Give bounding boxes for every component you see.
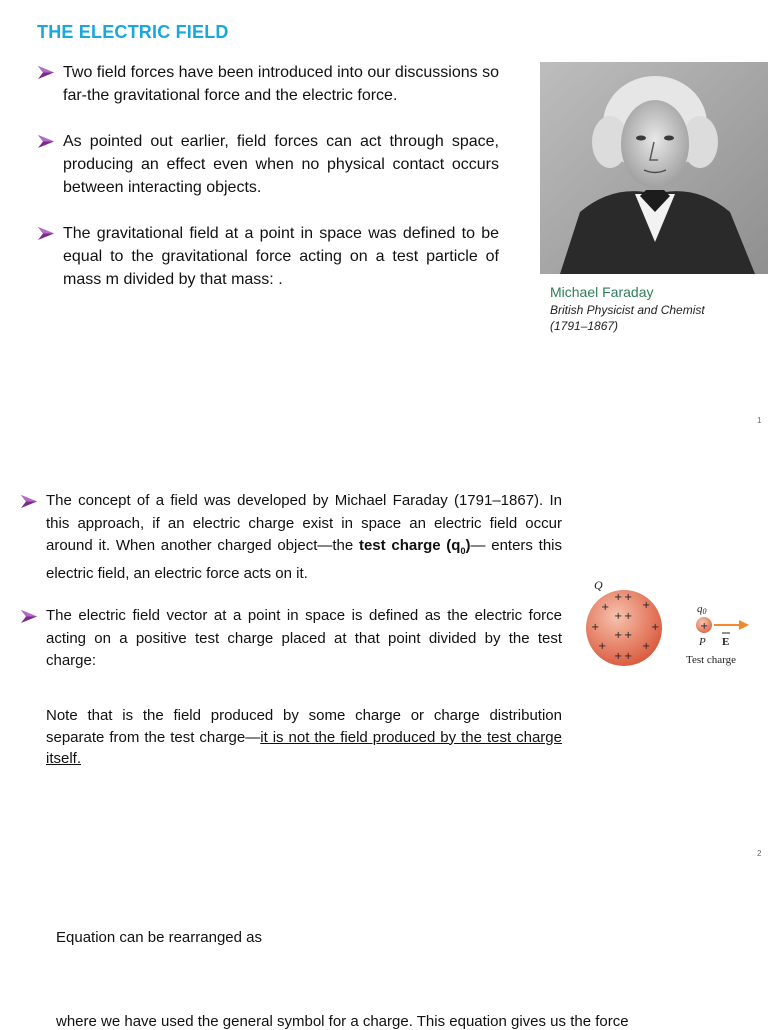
test-charge-caption: Test charge <box>686 654 737 666</box>
field-vector-label: E <box>722 636 730 648</box>
plus-sign: + <box>624 651 633 662</box>
arrow-bullet-icon <box>20 609 38 624</box>
slide2-bullet-text: The electric field vector at a point in space is defined as the electric force acting on a positive test charge placed at that point divided by the test charge: <box>46 607 562 669</box>
plus-sign: + <box>614 651 623 662</box>
arrow-bullet-icon <box>37 65 55 80</box>
plus-sign: + <box>614 611 623 622</box>
test-charge-sub: 0 <box>702 607 707 616</box>
page-number: 2 <box>757 849 762 858</box>
plus-sign: + <box>642 600 651 611</box>
slide1-bullet <box>37 222 499 291</box>
plus-sign: + <box>598 641 607 652</box>
page-number: 1 <box>757 416 762 425</box>
caption-role: British Physicist and Chemist <box>550 303 705 317</box>
arrow-bullet-icon <box>37 134 55 149</box>
bullet-text-part: The concept of a field was developed by Michael Faraday (1791–1867). In this approach, if an electric charge exist in space an electric field occur around it. When another charged object—the <box>46 492 562 554</box>
note-text: Note that is the field produced by some charge or charge distribution separate from the test charge— <box>46 707 562 746</box>
plus-sign: + <box>614 592 623 603</box>
caption-years: (1791–1867) <box>550 319 619 333</box>
test-charge-paren: ) <box>465 537 471 554</box>
note-underlined-text: it is not the field produced by the test charge itself. <box>46 728 562 767</box>
plus-sign: + <box>601 602 610 613</box>
arrow-bullet-icon <box>37 226 55 241</box>
test-charge-term <box>359 537 471 554</box>
plus-sign: + <box>624 611 633 622</box>
plus-sign: + <box>624 592 633 603</box>
slide1-title: THE ELECTRIC FIELD <box>37 22 229 42</box>
caption-details <box>550 302 705 334</box>
arrow-bullet-icon <box>20 494 38 509</box>
plus-sign: + <box>614 630 623 641</box>
test-charge-diagram <box>584 575 764 675</box>
caption-name: Michael Faraday <box>550 284 654 300</box>
slide2-bullet <box>20 605 562 673</box>
slide3-line-cut: where we have used the general symbol for a charge. This equation gives us the force <box>56 1013 629 1030</box>
source-charge-label: Q <box>594 578 603 592</box>
slide1-bullet <box>37 130 499 199</box>
slide1-bullet-text: The gravitational field at a point in space was defined to be equal to the gravitational force acting on a test particle of mass m divided by that mass: . <box>63 225 499 288</box>
slide1-bullet-text: As pointed out earlier, field forces can act through space, producing an effect even when no physical contact occurs between interacting objects. <box>63 133 499 196</box>
slide1-bullet-text: Two field forces have been introduced into our discussions so far-the gravitational force and the electric force. <box>63 64 499 104</box>
test-charge-subscript: 0 <box>460 546 466 556</box>
slide3-line: Equation can be rearranged as <box>56 929 262 946</box>
slide2-bullet-text <box>46 492 562 582</box>
test-charge-label <box>697 603 707 616</box>
plus-sign: + <box>651 622 660 633</box>
slide2-bullet <box>20 490 562 585</box>
slide2-bullet-list <box>20 490 562 693</box>
bullet-text-part: — enters this electric field, an electric force acts on it. <box>46 537 563 582</box>
point-label: P <box>699 636 706 648</box>
slide1-bullet-list <box>37 61 499 314</box>
test-charge-q: q <box>697 603 703 615</box>
field-arrow-head <box>739 620 749 630</box>
note-paragraph <box>46 705 562 770</box>
faraday-portrait-image <box>540 62 768 274</box>
test-charge-label: test charge (q <box>358 537 461 554</box>
plus-sign: + <box>591 622 600 633</box>
slide1-bullet <box>37 61 499 107</box>
plus-sign: + <box>642 641 651 652</box>
plus-sign: + <box>624 630 633 641</box>
test-charge-plus: + <box>700 621 709 632</box>
